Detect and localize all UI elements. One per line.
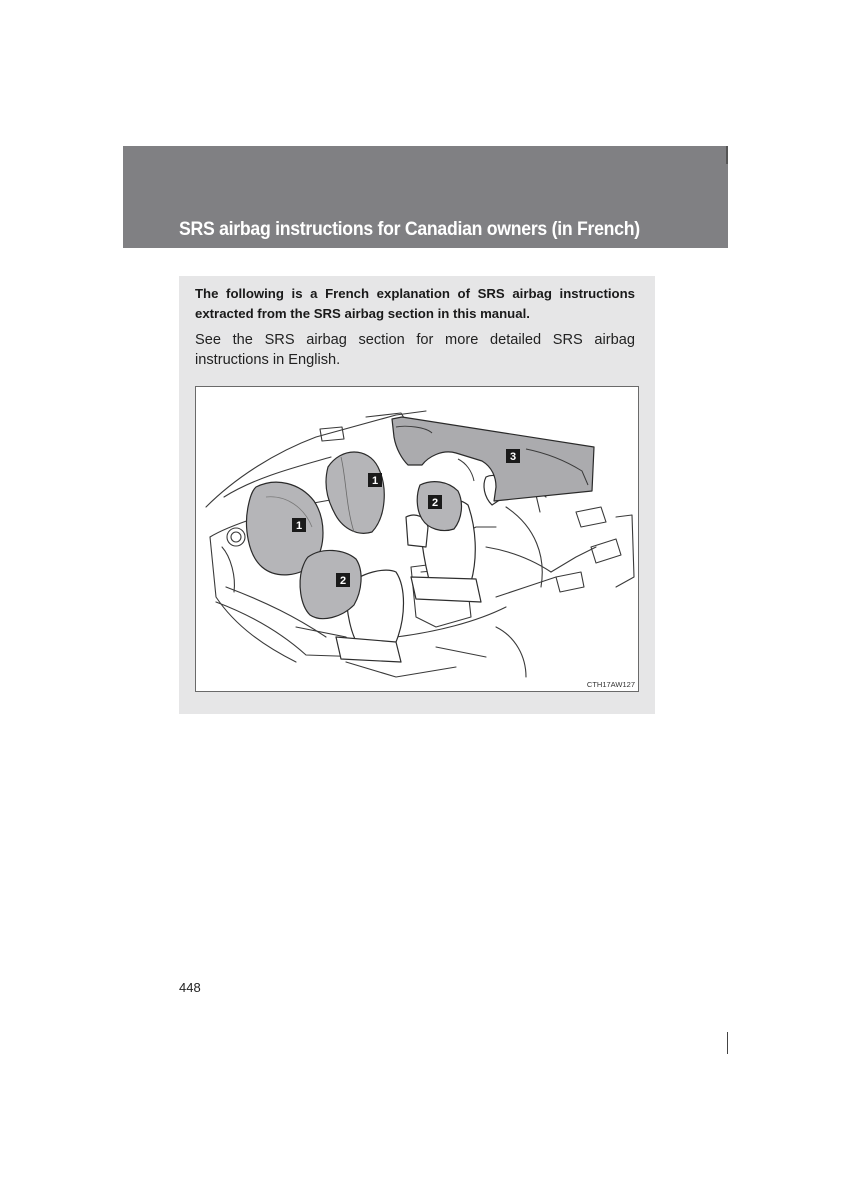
thumb-index-mark-bottom <box>727 1032 728 1054</box>
figure-code: CTH17AW127 <box>586 680 635 689</box>
tag-curtain-label: 3 <box>509 451 517 463</box>
tag-passenger-front <box>368 473 382 487</box>
dash-vent <box>227 528 245 546</box>
car-interior-drawing <box>196 387 638 691</box>
tag-driver-front-label: 1 <box>295 520 303 532</box>
tag-passenger-side <box>428 495 442 509</box>
tag-passenger-side-label: 2 <box>431 497 439 509</box>
page-number: 448 <box>179 980 201 995</box>
tag-driver-side <box>336 573 350 587</box>
tag-driver-side-label: 2 <box>339 575 347 587</box>
chapter-header-band <box>123 146 728 248</box>
tag-passenger-front-label: 1 <box>371 475 379 487</box>
rear-window-2 <box>591 539 621 563</box>
intro-bold-text: The following is a French explanation of SRS airbag instructions extracted from the SRS airbag section in this manual. <box>195 286 635 321</box>
rear-window-1 <box>576 507 606 527</box>
page-title: SRS airbag instructions for Canadian owners (in French) <box>179 219 640 240</box>
tag-driver-front <box>292 518 306 532</box>
airbag-locations-illustration <box>195 386 639 692</box>
intro-note-box <box>179 276 655 714</box>
passenger-front-airbag <box>326 452 384 533</box>
thumb-index-mark-top <box>726 146 728 164</box>
rear-view-mirror <box>320 427 344 441</box>
tag-curtain <box>506 449 520 463</box>
intro-regular-text: See the SRS airbag section for more detailed SRS airbag instructions in English. <box>195 332 635 368</box>
